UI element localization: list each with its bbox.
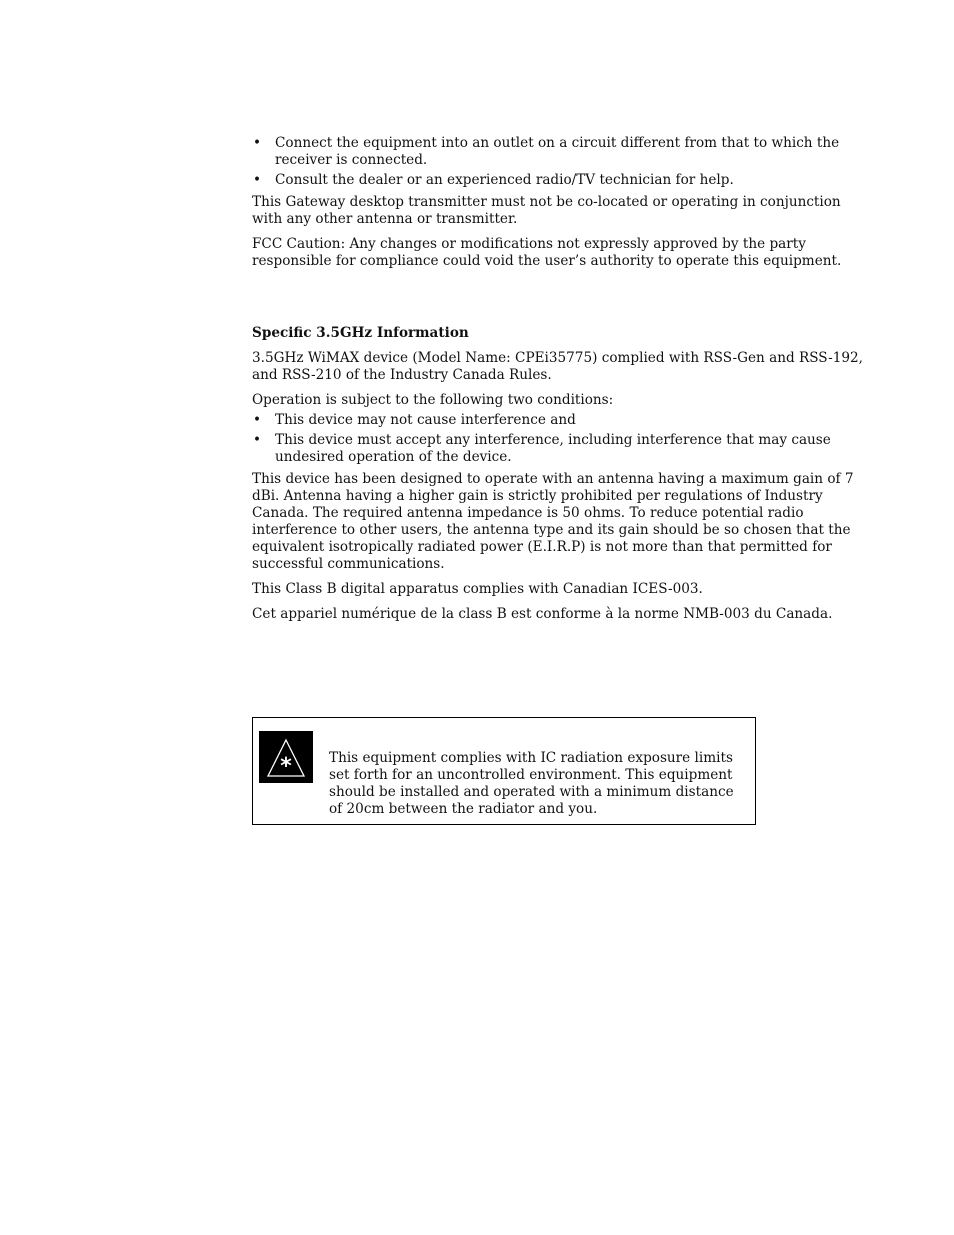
nmb-paragraph: Cet appariel numérique de la class B est conforme à la norme NMB-003 du Canada. [252, 606, 833, 622]
bullet: • [253, 432, 262, 448]
svg-text:*: * [280, 754, 292, 779]
section-heading: Specific 3.5GHz Information [252, 325, 469, 341]
list-item [252, 135, 870, 169]
compliance-paragraph: 3.5GHz WiMAX device (Model Name: CPEi35775) complied with RSS-Gen and RSS-192, and RSS-210 of the Industry Canada Rules. [252, 350, 863, 383]
list-item-text: Connect the equipment into an outlet on a circuit different from that to which the receiver is connected. [275, 135, 840, 168]
conditions-intro: Operation is subject to the following two conditions: [252, 392, 614, 408]
warning-triangle-asterisk-icon [259, 731, 313, 783]
conditions-list [252, 412, 870, 466]
interference-remedy-list [252, 135, 870, 189]
bullet: • [253, 172, 262, 188]
antenna-paragraph: This device has been designed to operate with an antenna having a maximum gain of 7 dBi. Antenna having a higher gain is strictly prohibited per regulations of Industry Canada. The required antenna impedance is 50 ohms. To reduce potential radio interference to other users, the antenna type and its gain should be so chosen that the equivalent isotropically radiated power (E.I.R.P) is not more than that permitted for successful communications. [252, 471, 854, 572]
radiation-notice-text: This equipment complies with IC radiation exposure limits set forth for an uncontrolled environment. This equipment should be installed and operated with a minimum distance of 20cm between the radiator and you. [329, 750, 734, 817]
page-content [252, 135, 870, 631]
list-item [252, 432, 870, 466]
list-item-text: Consult the dealer or an experienced radio/TV technician for help. [275, 172, 734, 188]
bullet: • [253, 412, 262, 428]
list-item-text: This device may not cause interference and [275, 412, 576, 428]
bullet: • [253, 135, 262, 151]
list-item [252, 172, 870, 189]
list-item-text: This device must accept any interference, including interference that may cause undesired operation of the device. [275, 432, 831, 465]
fcc-caution-paragraph: FCC Caution: Any changes or modifications not expressly approved by the party responsible for compliance could void the user’s authority to operate this equipment. [252, 236, 842, 269]
radiation-notice-box [252, 717, 756, 825]
colocation-paragraph: This Gateway desktop transmitter must not be co-located or operating in conjunction with any other antenna or transmitter. [252, 194, 841, 227]
list-item [252, 412, 870, 429]
ices-paragraph: This Class B digital apparatus complies with Canadian ICES-003. [252, 581, 703, 597]
